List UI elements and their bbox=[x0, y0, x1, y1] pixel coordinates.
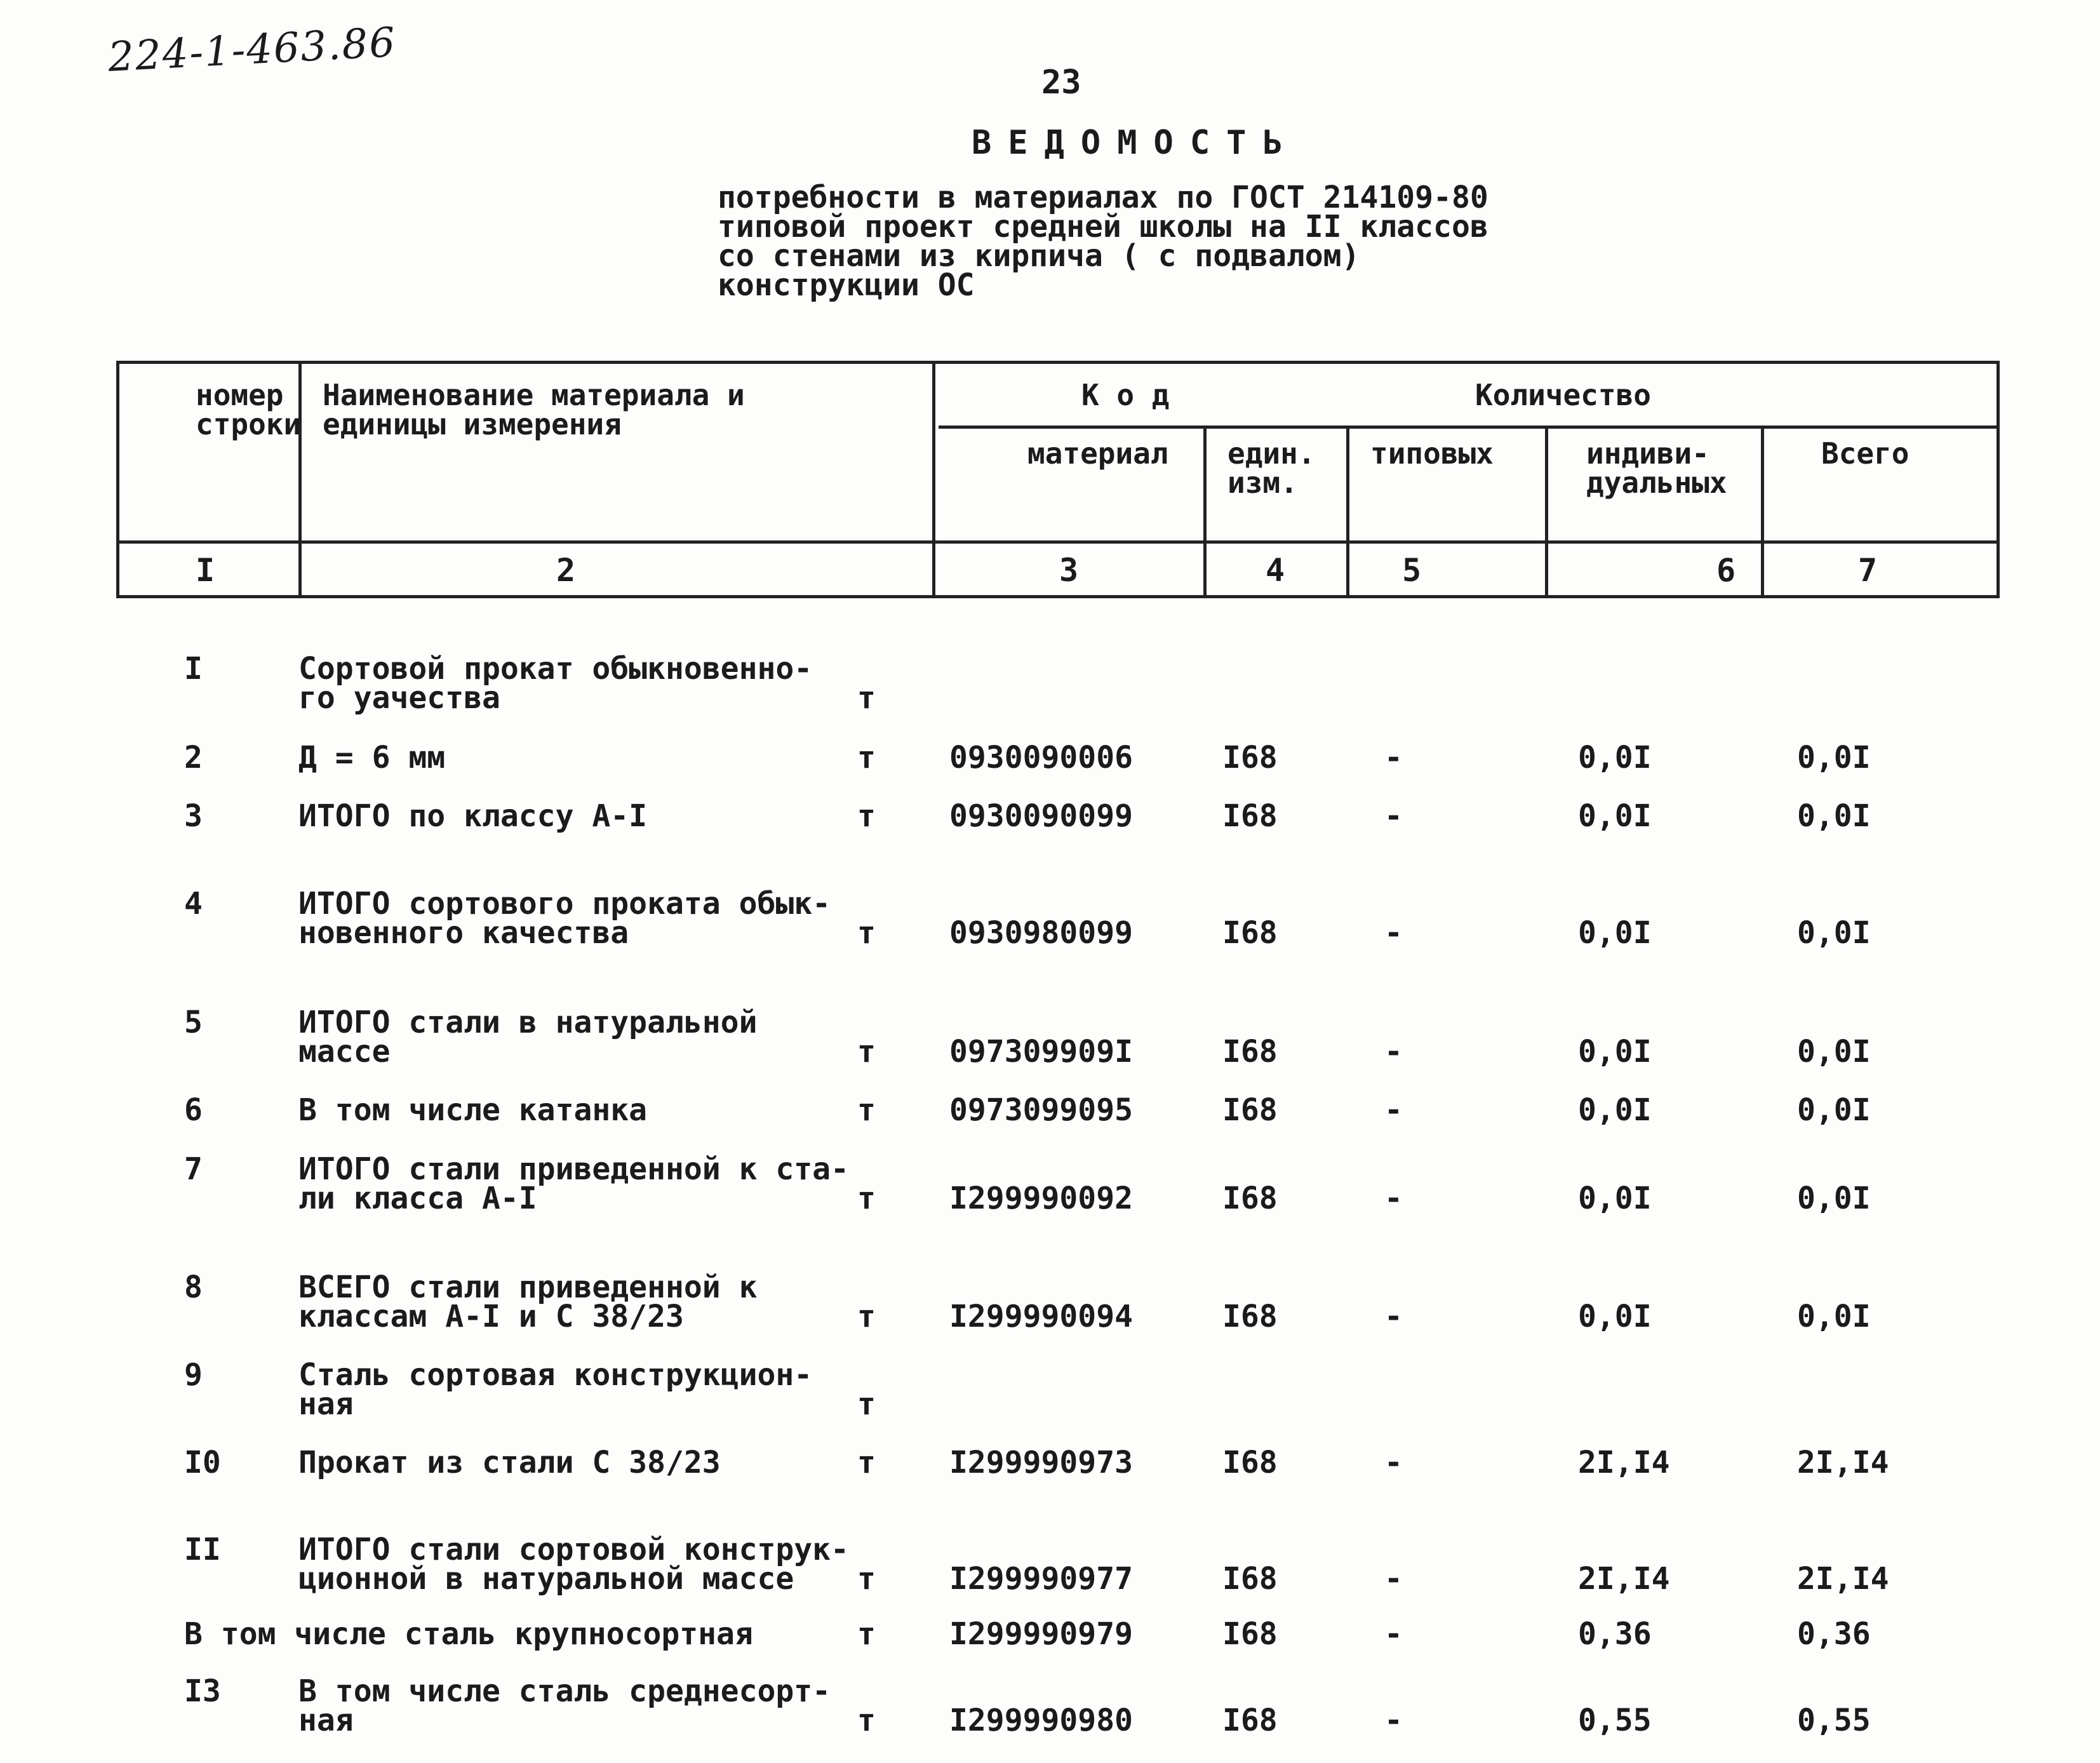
unit-symbol: т bbox=[857, 1616, 876, 1652]
header-material: материал bbox=[1027, 436, 1168, 471]
typical-quantity: - bbox=[1384, 1445, 1403, 1480]
unit-code: I68 bbox=[1222, 1181, 1278, 1216]
unit-symbol: т bbox=[857, 680, 876, 716]
individual-quantity: 0,55 bbox=[1578, 1703, 1652, 1738]
column-number: 4 bbox=[1266, 552, 1285, 589]
typical-quantity: - bbox=[1384, 1181, 1403, 1216]
material-code: 0930090099 bbox=[949, 798, 1133, 834]
rule-vertical bbox=[932, 364, 935, 595]
column-number: I bbox=[196, 552, 215, 589]
rule-vertical bbox=[1203, 426, 1207, 595]
material-name: Прокат из стали С 38/23 bbox=[298, 1445, 721, 1480]
row-number: 4 bbox=[184, 886, 203, 922]
unit-code: I68 bbox=[1222, 1616, 1278, 1652]
total-quantity: 0,0I bbox=[1797, 1092, 1871, 1128]
total-quantity: 0,36 bbox=[1797, 1616, 1871, 1652]
unit-code: I68 bbox=[1222, 1092, 1278, 1128]
column-number: 5 bbox=[1402, 552, 1422, 589]
unit-symbol: т bbox=[857, 1299, 876, 1334]
material-name: Сортовой прокат обыкновенно- го уачества bbox=[298, 651, 813, 716]
typical-quantity: - bbox=[1384, 915, 1403, 951]
typical-quantity: - bbox=[1384, 1561, 1403, 1597]
total-quantity: 0,0I bbox=[1797, 915, 1871, 951]
row-number: I bbox=[184, 651, 203, 687]
total-quantity: 0,0I bbox=[1797, 1299, 1871, 1334]
individual-quantity: 0,36 bbox=[1578, 1616, 1652, 1652]
unit-code: I68 bbox=[1222, 1299, 1278, 1334]
column-number: 7 bbox=[1858, 552, 1878, 589]
total-quantity: 2I,I4 bbox=[1797, 1561, 1889, 1597]
unit-code: I68 bbox=[1222, 1703, 1278, 1738]
total-quantity: 0,0I bbox=[1797, 740, 1871, 775]
material-name: В том числе сталь крупносортная bbox=[184, 1616, 753, 1652]
individual-quantity: 0,0I bbox=[1578, 915, 1652, 951]
material-code: 097309909I bbox=[949, 1034, 1133, 1069]
material-name: ИТОГО стали сортовой конструк- ционной в натуральной массе bbox=[298, 1532, 849, 1597]
header-quantity: Количество bbox=[1475, 378, 1651, 412]
unit-symbol: т bbox=[857, 1703, 876, 1738]
material-code: I299990094 bbox=[949, 1299, 1133, 1334]
table-header bbox=[116, 361, 2000, 598]
header-code: К о д bbox=[1081, 378, 1170, 412]
row-number: I0 bbox=[184, 1445, 221, 1480]
material-name: ИТОГО по классу А-I bbox=[298, 798, 648, 834]
unit-code: I68 bbox=[1222, 798, 1278, 834]
header-material-name: Наименование материала и единицы измерения bbox=[323, 378, 745, 441]
rule-vertical bbox=[1346, 426, 1349, 595]
typical-quantity: - bbox=[1384, 1616, 1403, 1652]
subtitle-line: со стенами из кирпича ( с подвалом) bbox=[718, 238, 1360, 274]
total-quantity: 0,0I bbox=[1797, 1181, 1871, 1216]
unit-symbol: т bbox=[857, 1561, 876, 1597]
handwritten-note: 224-1-463.86 bbox=[107, 19, 398, 81]
individual-quantity: 2I,I4 bbox=[1578, 1561, 1670, 1597]
material-name: ИТОГО сортового проката обык- новенного качества bbox=[298, 886, 831, 951]
row-number: 5 bbox=[184, 1005, 203, 1040]
individual-quantity: 0,0I bbox=[1578, 740, 1652, 775]
material-code: I299990977 bbox=[949, 1561, 1133, 1597]
row-number: II bbox=[184, 1532, 221, 1567]
unit-symbol: т bbox=[857, 1445, 876, 1480]
typical-quantity: - bbox=[1384, 1703, 1403, 1738]
unit-code: I68 bbox=[1222, 1445, 1278, 1480]
row-number: 3 bbox=[184, 798, 203, 834]
unit-symbol: т bbox=[857, 1181, 876, 1216]
unit-symbol: т bbox=[857, 1092, 876, 1128]
material-name: Сталь сортовая конструкцион- ная bbox=[298, 1357, 813, 1422]
material-code: 0930090006 bbox=[949, 740, 1133, 775]
total-quantity: 0,55 bbox=[1797, 1703, 1871, 1738]
individual-quantity: 0,0I bbox=[1578, 1299, 1652, 1334]
material-code: I299990979 bbox=[949, 1616, 1133, 1652]
rule-horizontal bbox=[119, 540, 1996, 544]
material-code: 0930980099 bbox=[949, 915, 1133, 951]
header-typical: типовых bbox=[1370, 436, 1494, 471]
rule-horizontal bbox=[939, 426, 1996, 429]
unit-symbol: т bbox=[857, 740, 876, 775]
material-code: 0973099095 bbox=[949, 1092, 1133, 1128]
page-number: 23 bbox=[1041, 64, 1081, 102]
total-quantity: 0,0I bbox=[1797, 798, 1871, 834]
material-code: I299990973 bbox=[949, 1445, 1133, 1480]
subtitle-line: потребности в материалах по ГОСТ 214109-80 bbox=[718, 180, 1488, 215]
individual-quantity: 0,0I bbox=[1578, 1092, 1652, 1128]
column-number: 2 bbox=[556, 552, 576, 589]
row-number: 2 bbox=[184, 740, 203, 775]
row-number: 8 bbox=[184, 1270, 203, 1305]
individual-quantity: 0,0I bbox=[1578, 798, 1652, 834]
header-row-number: номер строки bbox=[196, 378, 302, 441]
material-name: ИТОГО стали приведенной к ста- ли класса А-I bbox=[298, 1151, 849, 1216]
header-unit: един. изм. bbox=[1227, 436, 1316, 500]
material-name: Д = 6 мм bbox=[298, 740, 446, 775]
typical-quantity: - bbox=[1384, 740, 1403, 775]
unit-code: I68 bbox=[1222, 915, 1278, 951]
unit-symbol: т bbox=[857, 1386, 876, 1422]
row-number: 9 bbox=[184, 1357, 203, 1393]
typical-quantity: - bbox=[1384, 1299, 1403, 1334]
unit-code: I68 bbox=[1222, 1561, 1278, 1597]
individual-quantity: 0,0I bbox=[1578, 1034, 1652, 1069]
material-code: I299990980 bbox=[949, 1703, 1133, 1738]
material-name: ВСЕГО стали приведенной к классам А-I и С 38/23 bbox=[298, 1270, 758, 1334]
typical-quantity: - bbox=[1384, 1092, 1403, 1128]
document-subtitle bbox=[718, 180, 1488, 303]
unit-symbol: т bbox=[857, 798, 876, 834]
typical-quantity: - bbox=[1384, 798, 1403, 834]
material-code: I299990092 bbox=[949, 1181, 1133, 1216]
total-quantity: 0,0I bbox=[1797, 1034, 1871, 1069]
row-number: I3 bbox=[184, 1673, 221, 1709]
typical-quantity: - bbox=[1384, 1034, 1403, 1069]
unit-symbol: т bbox=[857, 915, 876, 951]
rule-vertical bbox=[1545, 426, 1548, 595]
header-total: Всего bbox=[1821, 436, 1909, 471]
document-title: ВЕДОМОСТЬ bbox=[972, 124, 1299, 162]
individual-quantity: 0,0I bbox=[1578, 1181, 1652, 1216]
unit-code: I68 bbox=[1222, 1034, 1278, 1069]
unit-symbol: т bbox=[857, 1034, 876, 1069]
subtitle-line: типовой проект средней школы на II классов bbox=[718, 209, 1488, 245]
row-number: 6 bbox=[184, 1092, 203, 1128]
column-number: 3 bbox=[1059, 552, 1079, 589]
material-name: В том числе катанка bbox=[298, 1092, 648, 1128]
material-name: ИТОГО стали в натуральной массе bbox=[298, 1005, 758, 1069]
header-individual: индиви- дуальных bbox=[1586, 436, 1727, 500]
individual-quantity: 2I,I4 bbox=[1578, 1445, 1670, 1480]
subtitle-line: конструкции ОС bbox=[718, 267, 975, 303]
unit-code: I68 bbox=[1222, 740, 1278, 775]
column-number: 6 bbox=[1716, 552, 1736, 589]
row-number: 7 bbox=[184, 1151, 203, 1187]
rule-vertical bbox=[1761, 426, 1764, 595]
total-quantity: 2I,I4 bbox=[1797, 1445, 1889, 1480]
material-name: В том числе сталь среднесорт- ная bbox=[298, 1673, 831, 1738]
